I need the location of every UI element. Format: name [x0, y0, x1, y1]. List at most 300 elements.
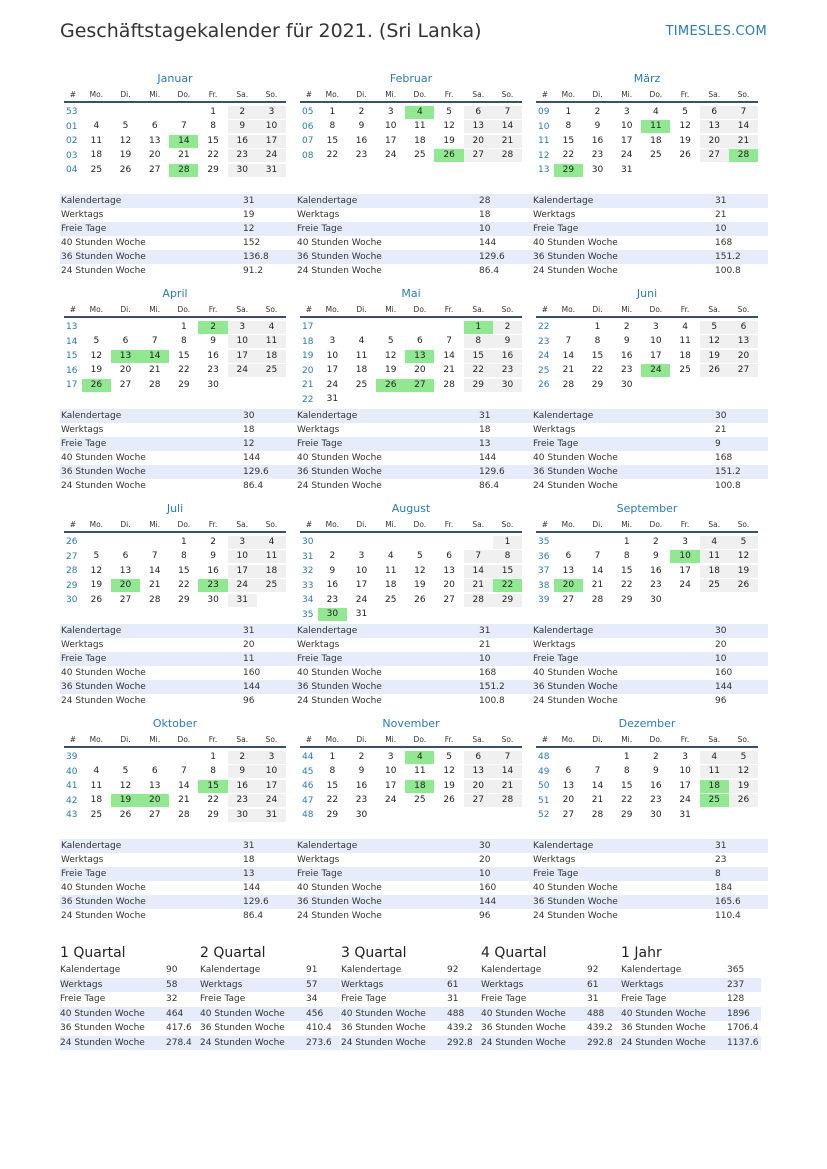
- day-cell[interactable]: 12: [679, 121, 691, 132]
- day-cell[interactable]: 24: [679, 795, 691, 806]
- day-cell[interactable]: 11: [700, 550, 729, 563]
- day-cell[interactable]: 17: [384, 135, 397, 146]
- day-cell[interactable]: 16: [228, 135, 257, 148]
- day-cell[interactable]: 12: [729, 550, 758, 563]
- day-cell[interactable]: 4: [358, 336, 365, 347]
- day-cell[interactable]: 21: [178, 795, 190, 806]
- day-cell[interactable]: 4: [700, 536, 729, 549]
- day-cell[interactable]: 13: [700, 120, 729, 133]
- day-cell[interactable]: 15: [207, 135, 219, 146]
- day-cell[interactable]: 22: [178, 365, 190, 376]
- day-cell[interactable]: 30: [318, 608, 347, 621]
- day-cell[interactable]: 10: [620, 121, 633, 132]
- day-cell[interactable]: 6: [565, 551, 572, 562]
- day-cell[interactable]: 2: [594, 106, 601, 117]
- day-cell[interactable]: 21: [729, 135, 758, 148]
- day-cell[interactable]: 14: [464, 565, 493, 578]
- day-cell[interactable]: 30: [228, 164, 257, 177]
- site-link[interactable]: TIMESLES.COM: [665, 24, 767, 39]
- day-cell[interactable]: 1: [623, 536, 630, 547]
- day-cell[interactable]: 23: [228, 149, 257, 162]
- day-cell[interactable]: 30: [207, 379, 219, 390]
- day-cell[interactable]: 26: [700, 364, 729, 377]
- day-cell[interactable]: 8: [623, 766, 630, 777]
- day-cell[interactable]: 25: [90, 164, 103, 175]
- day-cell[interactable]: 7: [151, 551, 158, 562]
- day-cell[interactable]: 12: [729, 765, 758, 778]
- day-cell[interactable]: 11: [384, 565, 397, 576]
- day-cell[interactable]: 18: [679, 350, 691, 361]
- day-cell[interactable]: 3: [257, 751, 286, 764]
- day-cell[interactable]: 31: [326, 394, 339, 405]
- day-cell[interactable]: 21: [148, 365, 161, 376]
- day-cell[interactable]: 27: [148, 809, 161, 820]
- day-cell[interactable]: 1: [329, 751, 336, 762]
- day-cell[interactable]: 28: [493, 794, 522, 807]
- day-cell[interactable]: 21: [591, 795, 604, 806]
- day-cell[interactable]: 2: [493, 321, 522, 334]
- day-cell[interactable]: 9: [358, 121, 365, 132]
- day-cell[interactable]: 13: [729, 335, 758, 348]
- day-cell[interactable]: 13: [562, 565, 575, 576]
- day-cell[interactable]: 14: [591, 565, 604, 576]
- day-cell[interactable]: 7: [464, 550, 493, 563]
- day-cell[interactable]: 24: [620, 150, 633, 161]
- day-cell[interactable]: 7: [446, 336, 452, 347]
- day-cell[interactable]: 2: [358, 106, 365, 117]
- day-cell[interactable]: 6: [417, 336, 423, 347]
- day-cell[interactable]: 15: [198, 780, 227, 793]
- day-cell[interactable]: 27: [443, 594, 455, 605]
- day-cell[interactable]: 10: [228, 335, 257, 348]
- day-cell[interactable]: 11: [257, 550, 286, 563]
- day-cell[interactable]: 17: [620, 135, 633, 146]
- day-cell[interactable]: 17: [384, 780, 397, 791]
- day-cell[interactable]: 29: [554, 164, 583, 177]
- day-cell[interactable]: 3: [653, 321, 659, 332]
- day-cell[interactable]: 8: [329, 121, 336, 132]
- day-cell[interactable]: 15: [562, 135, 575, 146]
- day-cell[interactable]: 27: [405, 379, 434, 392]
- day-cell[interactable]: 24: [257, 794, 286, 807]
- day-cell[interactable]: 3: [257, 106, 286, 119]
- day-cell[interactable]: 6: [464, 106, 493, 119]
- day-cell[interactable]: 9: [493, 335, 522, 348]
- day-cell[interactable]: 1: [623, 751, 630, 762]
- day-cell[interactable]: 8: [623, 551, 630, 562]
- day-cell[interactable]: 5: [122, 766, 129, 777]
- day-cell[interactable]: 29: [178, 594, 190, 605]
- day-cell[interactable]: 26: [443, 795, 455, 806]
- day-cell[interactable]: 6: [565, 766, 572, 777]
- day-cell[interactable]: 17: [326, 365, 339, 376]
- day-cell[interactable]: 14: [148, 565, 161, 576]
- day-cell[interactable]: 10: [228, 550, 257, 563]
- day-cell[interactable]: 28: [178, 809, 190, 820]
- day-cell[interactable]: 19: [679, 135, 691, 146]
- day-cell[interactable]: 23: [355, 150, 368, 161]
- day-cell[interactable]: 9: [228, 120, 257, 133]
- day-cell[interactable]: 23: [591, 150, 604, 161]
- day-cell[interactable]: 25: [679, 365, 691, 376]
- day-cell[interactable]: 6: [464, 751, 493, 764]
- day-cell[interactable]: 29: [620, 594, 633, 605]
- day-cell[interactable]: 25: [650, 150, 662, 161]
- day-cell[interactable]: 17: [679, 780, 691, 791]
- day-cell[interactable]: 26: [119, 809, 132, 820]
- day-cell[interactable]: 16: [650, 780, 662, 791]
- day-cell[interactable]: 1: [210, 106, 216, 117]
- day-cell[interactable]: 3: [228, 321, 257, 334]
- day-cell[interactable]: 25: [90, 809, 103, 820]
- day-cell[interactable]: 6: [446, 551, 452, 562]
- day-cell[interactable]: 7: [493, 106, 522, 119]
- day-cell[interactable]: 24: [326, 379, 339, 390]
- day-cell[interactable]: 12: [90, 565, 103, 576]
- day-cell[interactable]: 5: [93, 336, 100, 347]
- day-cell[interactable]: 20: [148, 150, 161, 161]
- day-cell[interactable]: 6: [122, 336, 129, 347]
- day-cell[interactable]: 1: [210, 751, 216, 762]
- day-cell[interactable]: 10: [384, 766, 397, 777]
- day-cell[interactable]: 9: [653, 766, 659, 777]
- day-cell[interactable]: 19: [729, 780, 758, 793]
- day-cell[interactable]: 15: [178, 565, 190, 576]
- day-cell[interactable]: 31: [228, 594, 257, 607]
- day-cell[interactable]: 10: [679, 766, 691, 777]
- day-cell[interactable]: 3: [329, 336, 336, 347]
- day-cell[interactable]: 15: [493, 565, 522, 578]
- day-cell[interactable]: 7: [594, 551, 601, 562]
- day-cell[interactable]: 14: [443, 350, 455, 361]
- day-cell[interactable]: 3: [387, 106, 394, 117]
- day-cell[interactable]: 10: [355, 565, 368, 576]
- day-cell[interactable]: 12: [414, 565, 426, 576]
- day-cell[interactable]: 15: [591, 350, 604, 361]
- day-cell[interactable]: 9: [228, 765, 257, 778]
- day-cell[interactable]: 24: [641, 364, 670, 377]
- day-cell[interactable]: 12: [119, 780, 132, 791]
- day-cell[interactable]: 27: [700, 149, 729, 162]
- day-cell[interactable]: 5: [93, 551, 100, 562]
- day-cell[interactable]: 4: [257, 536, 286, 549]
- day-cell[interactable]: 25: [257, 364, 286, 377]
- day-cell[interactable]: 22: [620, 795, 633, 806]
- day-cell[interactable]: 5: [446, 106, 452, 117]
- day-cell[interactable]: 21: [178, 150, 190, 161]
- day-cell[interactable]: 19: [700, 350, 729, 363]
- day-cell[interactable]: 2: [210, 536, 216, 547]
- day-cell[interactable]: 16: [650, 565, 662, 576]
- day-cell[interactable]: 31: [257, 164, 286, 177]
- day-cell[interactable]: 19: [384, 365, 397, 376]
- day-cell[interactable]: 6: [729, 321, 758, 334]
- day-cell[interactable]: 18: [90, 795, 103, 806]
- day-cell[interactable]: 13: [562, 780, 575, 791]
- day-cell[interactable]: 24: [384, 150, 397, 161]
- day-cell[interactable]: 14: [562, 350, 575, 361]
- day-cell[interactable]: 25: [414, 150, 426, 161]
- day-cell[interactable]: 24: [257, 149, 286, 162]
- day-cell[interactable]: 11: [90, 780, 103, 791]
- day-cell[interactable]: 21: [493, 780, 522, 793]
- day-cell[interactable]: 28: [148, 594, 161, 605]
- day-cell[interactable]: 13: [464, 765, 493, 778]
- day-cell[interactable]: 22: [178, 580, 190, 591]
- day-cell[interactable]: 29: [464, 379, 493, 392]
- day-cell[interactable]: 24: [679, 580, 691, 591]
- day-cell[interactable]: 18: [700, 780, 729, 793]
- day-cell[interactable]: 30: [620, 379, 633, 390]
- day-cell[interactable]: 23: [493, 364, 522, 377]
- day-cell[interactable]: 8: [210, 766, 216, 777]
- day-cell[interactable]: 20: [111, 579, 140, 592]
- day-cell[interactable]: 23: [355, 795, 368, 806]
- day-cell[interactable]: 14: [178, 780, 190, 791]
- day-cell[interactable]: 23: [620, 365, 633, 376]
- day-cell[interactable]: 16: [355, 780, 368, 791]
- day-cell[interactable]: 18: [650, 135, 662, 146]
- day-cell[interactable]: 31: [620, 164, 633, 175]
- day-cell[interactable]: 30: [355, 809, 368, 820]
- day-cell[interactable]: 29: [591, 379, 604, 390]
- day-cell[interactable]: 29: [178, 379, 190, 390]
- day-cell[interactable]: 25: [257, 579, 286, 592]
- day-cell[interactable]: 9: [594, 121, 601, 132]
- day-cell[interactable]: 9: [210, 551, 216, 562]
- day-cell[interactable]: 30: [228, 809, 257, 822]
- day-cell[interactable]: 1: [594, 321, 601, 332]
- day-cell[interactable]: 30: [591, 164, 604, 175]
- day-cell[interactable]: 9: [653, 551, 659, 562]
- day-cell[interactable]: 15: [326, 780, 339, 791]
- day-cell[interactable]: 3: [682, 751, 688, 762]
- day-cell[interactable]: 12: [443, 121, 455, 132]
- day-cell[interactable]: 19: [90, 365, 103, 376]
- day-cell[interactable]: 16: [591, 135, 604, 146]
- day-cell[interactable]: 16: [326, 580, 339, 591]
- day-cell[interactable]: 17: [650, 350, 662, 361]
- day-cell[interactable]: 23: [198, 579, 227, 592]
- day-cell[interactable]: 2: [198, 321, 227, 334]
- day-cell[interactable]: 8: [464, 335, 493, 348]
- day-cell[interactable]: 8: [210, 121, 216, 132]
- day-cell[interactable]: 5: [700, 321, 729, 334]
- day-cell[interactable]: 27: [562, 809, 575, 820]
- day-cell[interactable]: 21: [148, 580, 161, 591]
- day-cell[interactable]: 26: [376, 379, 405, 392]
- day-cell[interactable]: 26: [82, 379, 111, 392]
- day-cell[interactable]: 5: [417, 551, 423, 562]
- day-cell[interactable]: 20: [443, 580, 455, 591]
- day-cell[interactable]: 23: [228, 794, 257, 807]
- day-cell[interactable]: 22: [207, 795, 219, 806]
- day-cell[interactable]: 6: [151, 766, 158, 777]
- day-cell[interactable]: 3: [228, 536, 257, 549]
- day-cell[interactable]: 20: [140, 794, 169, 807]
- day-cell[interactable]: 15: [620, 565, 633, 576]
- day-cell[interactable]: 12: [119, 135, 132, 146]
- day-cell[interactable]: 26: [729, 794, 758, 807]
- day-cell[interactable]: 2: [329, 551, 336, 562]
- day-cell[interactable]: 30: [650, 594, 662, 605]
- day-cell[interactable]: 26: [434, 149, 463, 162]
- day-cell[interactable]: 3: [682, 536, 688, 547]
- day-cell[interactable]: 22: [207, 150, 219, 161]
- day-cell[interactable]: 5: [122, 121, 129, 132]
- day-cell[interactable]: 26: [414, 594, 426, 605]
- day-cell[interactable]: 7: [594, 766, 601, 777]
- day-cell[interactable]: 4: [93, 121, 100, 132]
- day-cell[interactable]: 29: [207, 164, 219, 175]
- day-cell[interactable]: 10: [650, 336, 662, 347]
- day-cell[interactable]: 22: [620, 580, 633, 591]
- day-cell[interactable]: 5: [446, 751, 452, 762]
- day-cell[interactable]: 15: [326, 135, 339, 146]
- day-cell[interactable]: 31: [679, 809, 691, 820]
- day-cell[interactable]: 17: [257, 780, 286, 793]
- day-cell[interactable]: 28: [443, 379, 455, 390]
- day-cell[interactable]: 28: [464, 594, 493, 607]
- day-cell[interactable]: 22: [326, 795, 339, 806]
- day-cell[interactable]: 28: [591, 594, 604, 605]
- day-cell[interactable]: 6: [700, 106, 729, 119]
- day-cell[interactable]: 27: [464, 794, 493, 807]
- day-cell[interactable]: 16: [620, 350, 633, 361]
- day-cell[interactable]: 19: [111, 794, 140, 807]
- day-cell[interactable]: 11: [355, 350, 368, 361]
- day-cell[interactable]: 15: [620, 780, 633, 791]
- day-cell[interactable]: 4: [405, 106, 434, 119]
- day-cell[interactable]: 27: [119, 594, 132, 605]
- day-cell[interactable]: 18: [257, 350, 286, 363]
- day-cell[interactable]: 14: [591, 780, 604, 791]
- day-cell[interactable]: 30: [493, 379, 522, 392]
- day-cell[interactable]: 22: [464, 364, 493, 377]
- day-cell[interactable]: 10: [257, 120, 286, 133]
- day-cell[interactable]: 18: [414, 135, 426, 146]
- day-cell[interactable]: 2: [228, 106, 257, 119]
- day-cell[interactable]: 25: [700, 579, 729, 592]
- day-cell[interactable]: 28: [562, 379, 575, 390]
- day-cell[interactable]: 20: [729, 350, 758, 363]
- day-cell[interactable]: 20: [700, 135, 729, 148]
- day-cell[interactable]: 16: [355, 135, 368, 146]
- day-cell[interactable]: 11: [90, 135, 103, 146]
- day-cell[interactable]: 11: [414, 121, 426, 132]
- day-cell[interactable]: 29: [326, 809, 339, 820]
- day-cell[interactable]: 28: [169, 164, 198, 177]
- day-cell[interactable]: 5: [729, 536, 758, 549]
- day-cell[interactable]: 16: [207, 350, 219, 361]
- day-cell[interactable]: 19: [443, 135, 455, 146]
- day-cell[interactable]: 21: [443, 365, 455, 376]
- day-cell[interactable]: 22: [591, 365, 604, 376]
- day-cell[interactable]: 7: [493, 751, 522, 764]
- day-cell[interactable]: 28: [591, 809, 604, 820]
- day-cell[interactable]: 24: [355, 594, 368, 605]
- day-cell[interactable]: 20: [119, 365, 132, 376]
- day-cell[interactable]: 19: [119, 150, 132, 161]
- day-cell[interactable]: 7: [565, 336, 572, 347]
- day-cell[interactable]: 19: [414, 580, 426, 591]
- day-cell[interactable]: 18: [355, 365, 368, 376]
- day-cell[interactable]: 13: [111, 350, 140, 363]
- day-cell[interactable]: 18: [90, 150, 103, 161]
- day-cell[interactable]: 13: [443, 565, 455, 576]
- day-cell[interactable]: 1: [329, 106, 336, 117]
- day-cell[interactable]: 27: [148, 164, 161, 175]
- day-cell[interactable]: 8: [181, 551, 187, 562]
- day-cell[interactable]: 4: [700, 751, 729, 764]
- day-cell[interactable]: 5: [729, 751, 758, 764]
- day-cell[interactable]: 9: [623, 336, 630, 347]
- day-cell[interactable]: 20: [414, 365, 426, 376]
- day-cell[interactable]: 28: [729, 149, 758, 162]
- day-cell[interactable]: 19: [90, 580, 103, 591]
- day-cell[interactable]: 30: [207, 594, 219, 605]
- day-cell[interactable]: 14: [169, 135, 198, 148]
- day-cell[interactable]: 31: [355, 609, 368, 620]
- day-cell[interactable]: 13: [405, 350, 434, 363]
- day-cell[interactable]: 26: [119, 164, 132, 175]
- day-cell[interactable]: 31: [257, 809, 286, 822]
- day-cell[interactable]: 1: [464, 321, 493, 334]
- day-cell[interactable]: 17: [355, 580, 368, 591]
- day-cell[interactable]: 12: [443, 766, 455, 777]
- day-cell[interactable]: 26: [679, 150, 691, 161]
- day-cell[interactable]: 7: [181, 766, 187, 777]
- day-cell[interactable]: 29: [207, 809, 219, 820]
- day-cell[interactable]: 8: [493, 550, 522, 563]
- day-cell[interactable]: 23: [650, 795, 662, 806]
- day-cell[interactable]: 28: [148, 379, 161, 390]
- day-cell[interactable]: 16: [493, 350, 522, 363]
- day-cell[interactable]: 24: [228, 579, 257, 592]
- day-cell[interactable]: 29: [493, 594, 522, 607]
- day-cell[interactable]: 12: [90, 350, 103, 361]
- day-cell[interactable]: 6: [151, 121, 158, 132]
- day-cell[interactable]: 26: [90, 594, 103, 605]
- day-cell[interactable]: 6: [122, 551, 129, 562]
- day-cell[interactable]: 27: [119, 379, 132, 390]
- day-cell[interactable]: 1: [493, 536, 522, 549]
- day-cell[interactable]: 2: [623, 321, 630, 332]
- day-cell[interactable]: 14: [493, 120, 522, 133]
- day-cell[interactable]: 16: [228, 780, 257, 793]
- day-cell[interactable]: 11: [679, 336, 691, 347]
- day-cell[interactable]: 8: [329, 766, 336, 777]
- day-cell[interactable]: 20: [562, 795, 575, 806]
- day-cell[interactable]: 11: [257, 335, 286, 348]
- day-cell[interactable]: 22: [562, 150, 575, 161]
- day-cell[interactable]: 8: [594, 336, 601, 347]
- day-cell[interactable]: 21: [464, 579, 493, 592]
- day-cell[interactable]: 25: [414, 795, 426, 806]
- day-cell[interactable]: 18: [700, 565, 729, 578]
- day-cell[interactable]: 2: [228, 751, 257, 764]
- day-cell[interactable]: 12: [384, 350, 397, 361]
- day-cell[interactable]: 27: [562, 594, 575, 605]
- day-cell[interactable]: 10: [384, 121, 397, 132]
- day-cell[interactable]: 23: [207, 365, 219, 376]
- day-cell[interactable]: 9: [358, 766, 365, 777]
- day-cell[interactable]: 29: [620, 809, 633, 820]
- day-cell[interactable]: 19: [443, 780, 455, 791]
- day-cell[interactable]: 5: [682, 106, 688, 117]
- day-cell[interactable]: 13: [148, 780, 161, 791]
- day-cell[interactable]: 2: [358, 751, 365, 762]
